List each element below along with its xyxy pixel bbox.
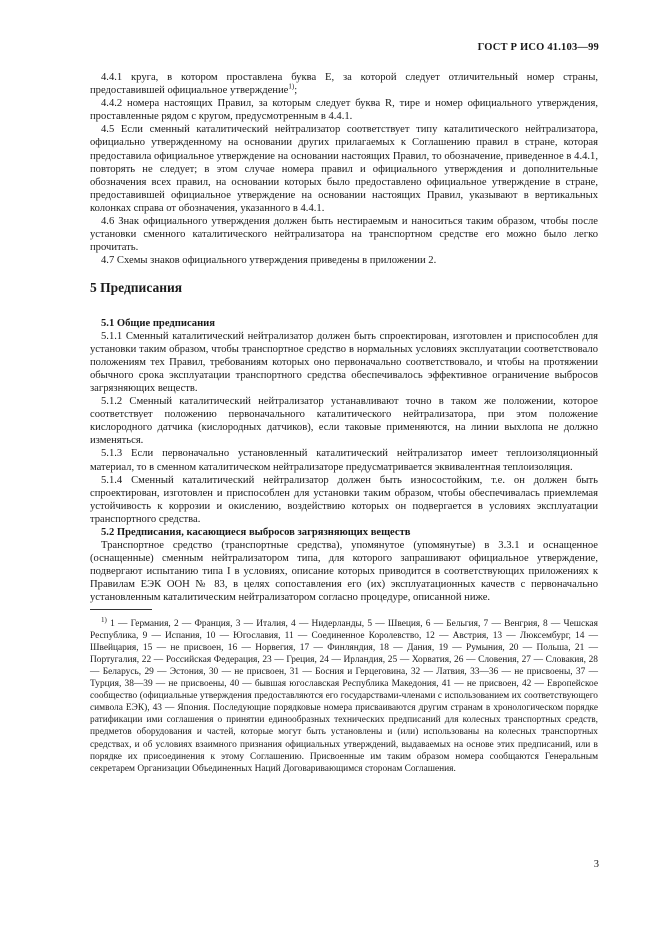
- footnote: [90, 615, 598, 775]
- paragraph-4-6: 4.6 Знак официального утверждения должен быть нестираемым и наноситься таким образом, чтобы после установки сменного каталитического нейтрализатора на транспортном средстве его можно было легко прочитать.: [90, 216, 598, 254]
- paragraph-5-1-2: 5.1.2 Сменный каталитический нейтрализатор устанавливают точно в таком же положении, которое соответствует положению первоначального каталитического нейтрализатора, при этом положение кислородного датчика (кислородных датчиков), если таковые применяются, на линии выхлопа не должно изменяться.: [90, 396, 598, 447]
- footnote-text: 1 — Германия, 2 — Франция, 3 — Италия, 4 — Нидерланды, 5 — Швеция, 6 — Бельгия, 7 — Венгрия, 8 — Чешская Республика, 9 — Испания, 10 — Югославия, 11 — Соединенное Королевство, 12 — Австрия, 13 — Люксембург, 14 — Швейцария, 15 — не присвоен, 16 — Норвегия, 17 — Финляндия, 18 — Дания, 19 — Румыния, 20 — Польша, 21 — Португалия, 22 — Российская Федерация, 23 — Греция, 24 — Ирландия, 25 — Хорватия, 26 — Словения, 27 — Словакия, 28 — Беларусь, 29 — Эстония, 30 — не присвоен, 31 — Босния и Герцеговина, 32 — Латвия, 33—36 — не присвоены, 37 — Турция, 38—39 — не присвоены, 40 — бывшая югославская Республика Македония, 41 — не присвоен, 42 — Европейское сообщество (официальные утверждения предоставляются его государствами-членами с использованием их соответствующего символа ЕЭК), 43 — Япония. Последующие порядковые номера присваиваются другим странам в хронологическом порядке ратификации ими соглашения о принятии единообразных технических предписаний для колесных транспортных средств, предметов оборудования и частей, которые могут быть установлены и (или) использованы на колесных транспортных средствах, и об условиях взаимного признания официальных утверждений, выдаваемых на основе этих предписаний, или в порядке их присоединения к этому Соглашению. Присвоенные им таким образом номера сообщаются Генеральным секретарем Организации Объединенных Наций Договаривающимся сторонам Соглашения.: [90, 618, 598, 774]
- document-header: ГОСТ Р ИСО 41.103—99: [477, 42, 599, 53]
- paragraph-4-5: 4.5 Если сменный каталитический нейтрализатор соответствует типу каталитического нейтрализатора, официально утвержденному на основании других прилагаемых к Соглашению правил в стране, которая предоставила официальное утверждение на основании настоящих Правил, то обозначение, приведенное в 4.4.1, повторять не следует; в этом случае номера правил и официального утверждения и дополнительные обозначения всех правил, на основании которых было предоставлено официальное утверждение в стране, предоставившей официальное утверждение на основании настоящих Правил, указывают в вертикальных колонках справа от обозначения, указанного в 4.4.1.: [90, 124, 598, 214]
- subsection-title-5-2: 5.2 Предписания, касающиеся выбросов загрязняющих веществ: [101, 527, 411, 538]
- paragraph-4-4-1: 4.4.1 круга, в котором проставлена буква Е, за которой следует отличительный номер страны, предоставившей официальное утверждение$^{1)}$;: [90, 72, 598, 97]
- paragraph-5-1-3: 5.1.3 Если первоначально установленный каталитический нейтрализатор имеет теплоизоляционный материал, то в сменном каталитическом нейтрализаторе предусматривается эквивалентная теплоизоляция.: [90, 448, 598, 473]
- paragraph-4-4-2: 4.4.2 номера настоящих Правил, за которым следует буква R, тире и номер официального утверждения, проставленные рядом с кругом, предусмотренным в 4.4.1.: [90, 98, 598, 123]
- paragraph-5-2: Транспортное средство (транспортные средства), упомянутое (упомянутые) в 3.3.1 и оснащенное (оснащенные) сменным нейтрализатором типа, для которого запрашивают официальное утверждение, подвергают испытанию типа I в условиях, описание которых приводится в соответствующих приложениях к Правилам ЕЭК ООН № 83, в целях сопоставления его (их) эксплуатационных качеств с первоначально установленным каталитическим нейтрализатором согласно процедуре, описанной ниже.: [90, 540, 598, 604]
- paragraph-4-7: 4.7 Схемы знаков официального утверждения приведены в приложении 2.: [101, 255, 437, 267]
- footnote-marker: 1): [101, 615, 107, 624]
- paragraph-5-1-1: 5.1.1 Сменный каталитический нейтрализатор должен быть спроектирован, изготовлен и приспособлен для установки таким образом, чтобы транспортное средство в нормальных условиях эксплуатации соответствовало положениям тех Правил, требованиям которых оно первоначально соответствовало, и чтобы на протяжении обычного срока эксплуатации транспортного средства обеспечивалось эффективное ограничение выбросов загрязняющих веществ.: [90, 330, 598, 394]
- footnote-divider: [90, 609, 152, 610]
- page-number: 3: [593, 859, 599, 870]
- section-title: 5 Предписания: [90, 280, 183, 296]
- footnote-ref[interactable]: 1): [288, 82, 295, 91]
- paragraph-5-1-4: 5.1.4 Сменный каталитический нейтрализатор должен быть износостойким, т.е. он должен быть спроектирован, изготовлен и приспособлен для установки таким образом, чтобы обеспечивалась приемлемая устойчивость к коррозии и окислению, воздействию которых он подвергается в условиях эксплуатации транспортного средства.: [90, 474, 598, 525]
- document-body: [90, 71, 598, 775]
- subsection-title-5-1: 5.1 Общие предписания: [101, 317, 216, 329]
